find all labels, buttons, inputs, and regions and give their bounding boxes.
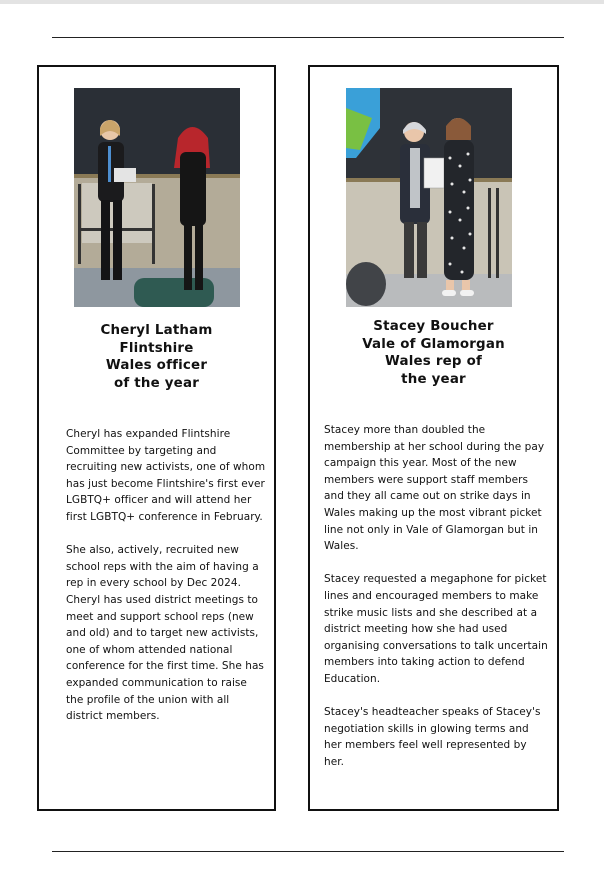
stacey-award-text [324,422,548,770]
paragraph: Stacey requested a megaphone for picket lines and encouraged members to make strike music lists and she described at a district meeting how she had used organising conversations to talk uncertain members into taking action to defend Education. [324,573,548,685]
heading-line: Flintshire [119,340,194,356]
heading-line: Vale of Glamorgan [362,336,505,352]
top-edge-bar [0,0,604,4]
award-card-cheryl [37,65,276,811]
heading-line: of the year [113,375,199,391]
stacey-award-photo [346,88,512,307]
stacey-award-heading [310,318,557,388]
cheryl-award-text [66,426,266,725]
heading-line: Wales rep of [385,354,482,370]
award-card-stacey [308,65,559,811]
heading-line: Stacey Boucher [373,319,494,334]
heading-line: the year [401,371,466,387]
heading-line: Cheryl Latham [100,323,213,338]
cheryl-award-photo [74,88,240,307]
heading-line: Wales officer [105,358,208,374]
award-presentation-photo-icon [74,88,240,307]
paragraph: She also, actively, recruited new school reps with the aim of having a rep in every school by Dec 2024. Cheryl has used district meetings to meet and support school reps (new and old) and to target new activists, one of whom attended national conference for the first time. She has expanded communication to raise the profile of the union with all district members. [66,544,264,723]
paragraph: Stacey more than doubled the membership at her school during the pay campaign this year. Most of the new members were support staff members and they all came out on strike days in Wales making up the most vibrant picket line not only in Vale of Glamorgan but in Wales. [324,424,545,553]
cheryl-award-heading [39,322,274,392]
paragraph: Cheryl has expanded Flintshire Committee by targeting and recruiting new activists, one of whom has just become Flintshire's first ever LGBTQ+ officer and will attend her first LGBTQ+ conference in February. [66,428,266,523]
paragraph: Stacey's headteacher speaks of Stacey's negotiation skills in glowing terms and her members feel well represented by her. [324,706,541,768]
award-presentation-photo-icon [346,88,512,307]
top-rule [52,37,564,38]
bottom-rule [52,851,564,852]
